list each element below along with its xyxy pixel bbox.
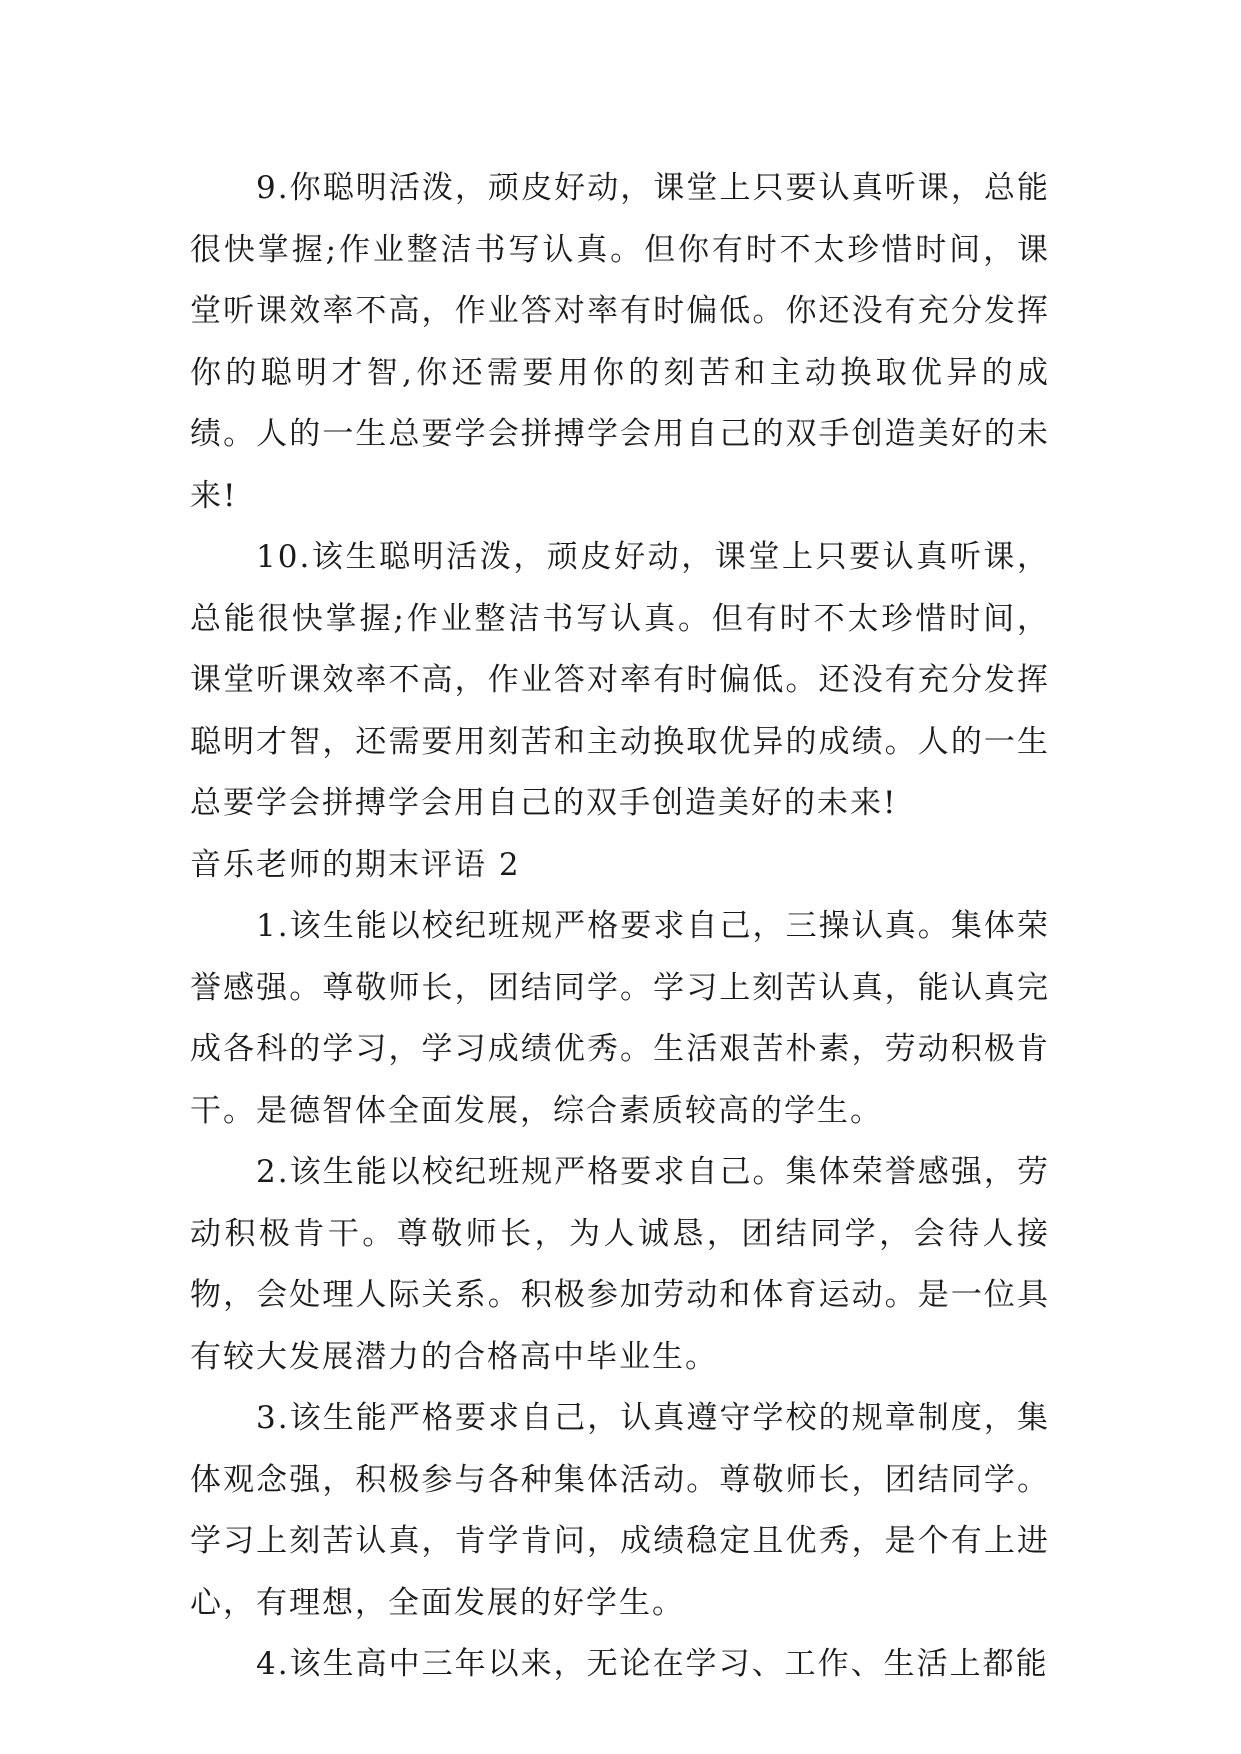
comment-paragraph-4: 4.该生高中三年以来，无论在学习、工作、生活上都能	[256, 1646, 1049, 1682]
comment-paragraph-10: 10.该生聪明活泼，顽皮好动，课堂上只要认真听课，总能很快掌握;作业整洁书写认真。但有时不太珍惜时间，课堂听课效率不高，作业答对率有时偏低。还没有充分发挥聪明才智，还需要用刻苦和主动换取优异的成绩。人的一生总要学会拼搏学会用自己的双手创造美好的未来!	[190, 539, 1050, 821]
comment-paragraph-3: 3.该生能严格要求自己，认真遵守学校的规章制度，集体观念强，积极参与各种集体活动。尊敬师长，团结同学。学习上刻苦认真，肯学肯问，成绩稳定且优秀，是个有上进心，有理想，全面发展的好学生。	[190, 1400, 1050, 1621]
document-body	[190, 158, 1050, 1696]
comment-paragraph-9: 9.你聪明活泼，顽皮好动，课堂上只要认真听课，总能很快掌握;作业整洁书写认真。但你有时不太珍惜时间，课堂听课效率不高，作业答对率有时偏低。你还没有充分发挥你的聪明才智,你还需要用你的刻苦和主动换取优异的成绩。人的一生总要学会拼搏学会用自己的双手创造美好的未来!	[190, 170, 1050, 514]
section-heading: 音乐老师的期末评语 2	[190, 846, 521, 883]
comment-paragraph-2: 2.该生能以校纪班规严格要求自己。集体荣誉感强，劳动积极肯干。尊敬师长，为人诚恳，团结同学，会待人接物，会处理人际关系。积极参加劳动和体育运动。是一位具有较大发展潜力的合格高中毕业生。	[190, 1154, 1050, 1375]
comment-paragraph-1: 1.该生能以校纪班规严格要求自己，三操认真。集体荣誉感强。尊敬师长，团结同学。学习上刻苦认真，能认真完成各科的学习，学习成绩优秀。生活艰苦朴素，劳动积极肯干。是德智体全面发展，综合素质较高的学生。	[190, 908, 1050, 1129]
